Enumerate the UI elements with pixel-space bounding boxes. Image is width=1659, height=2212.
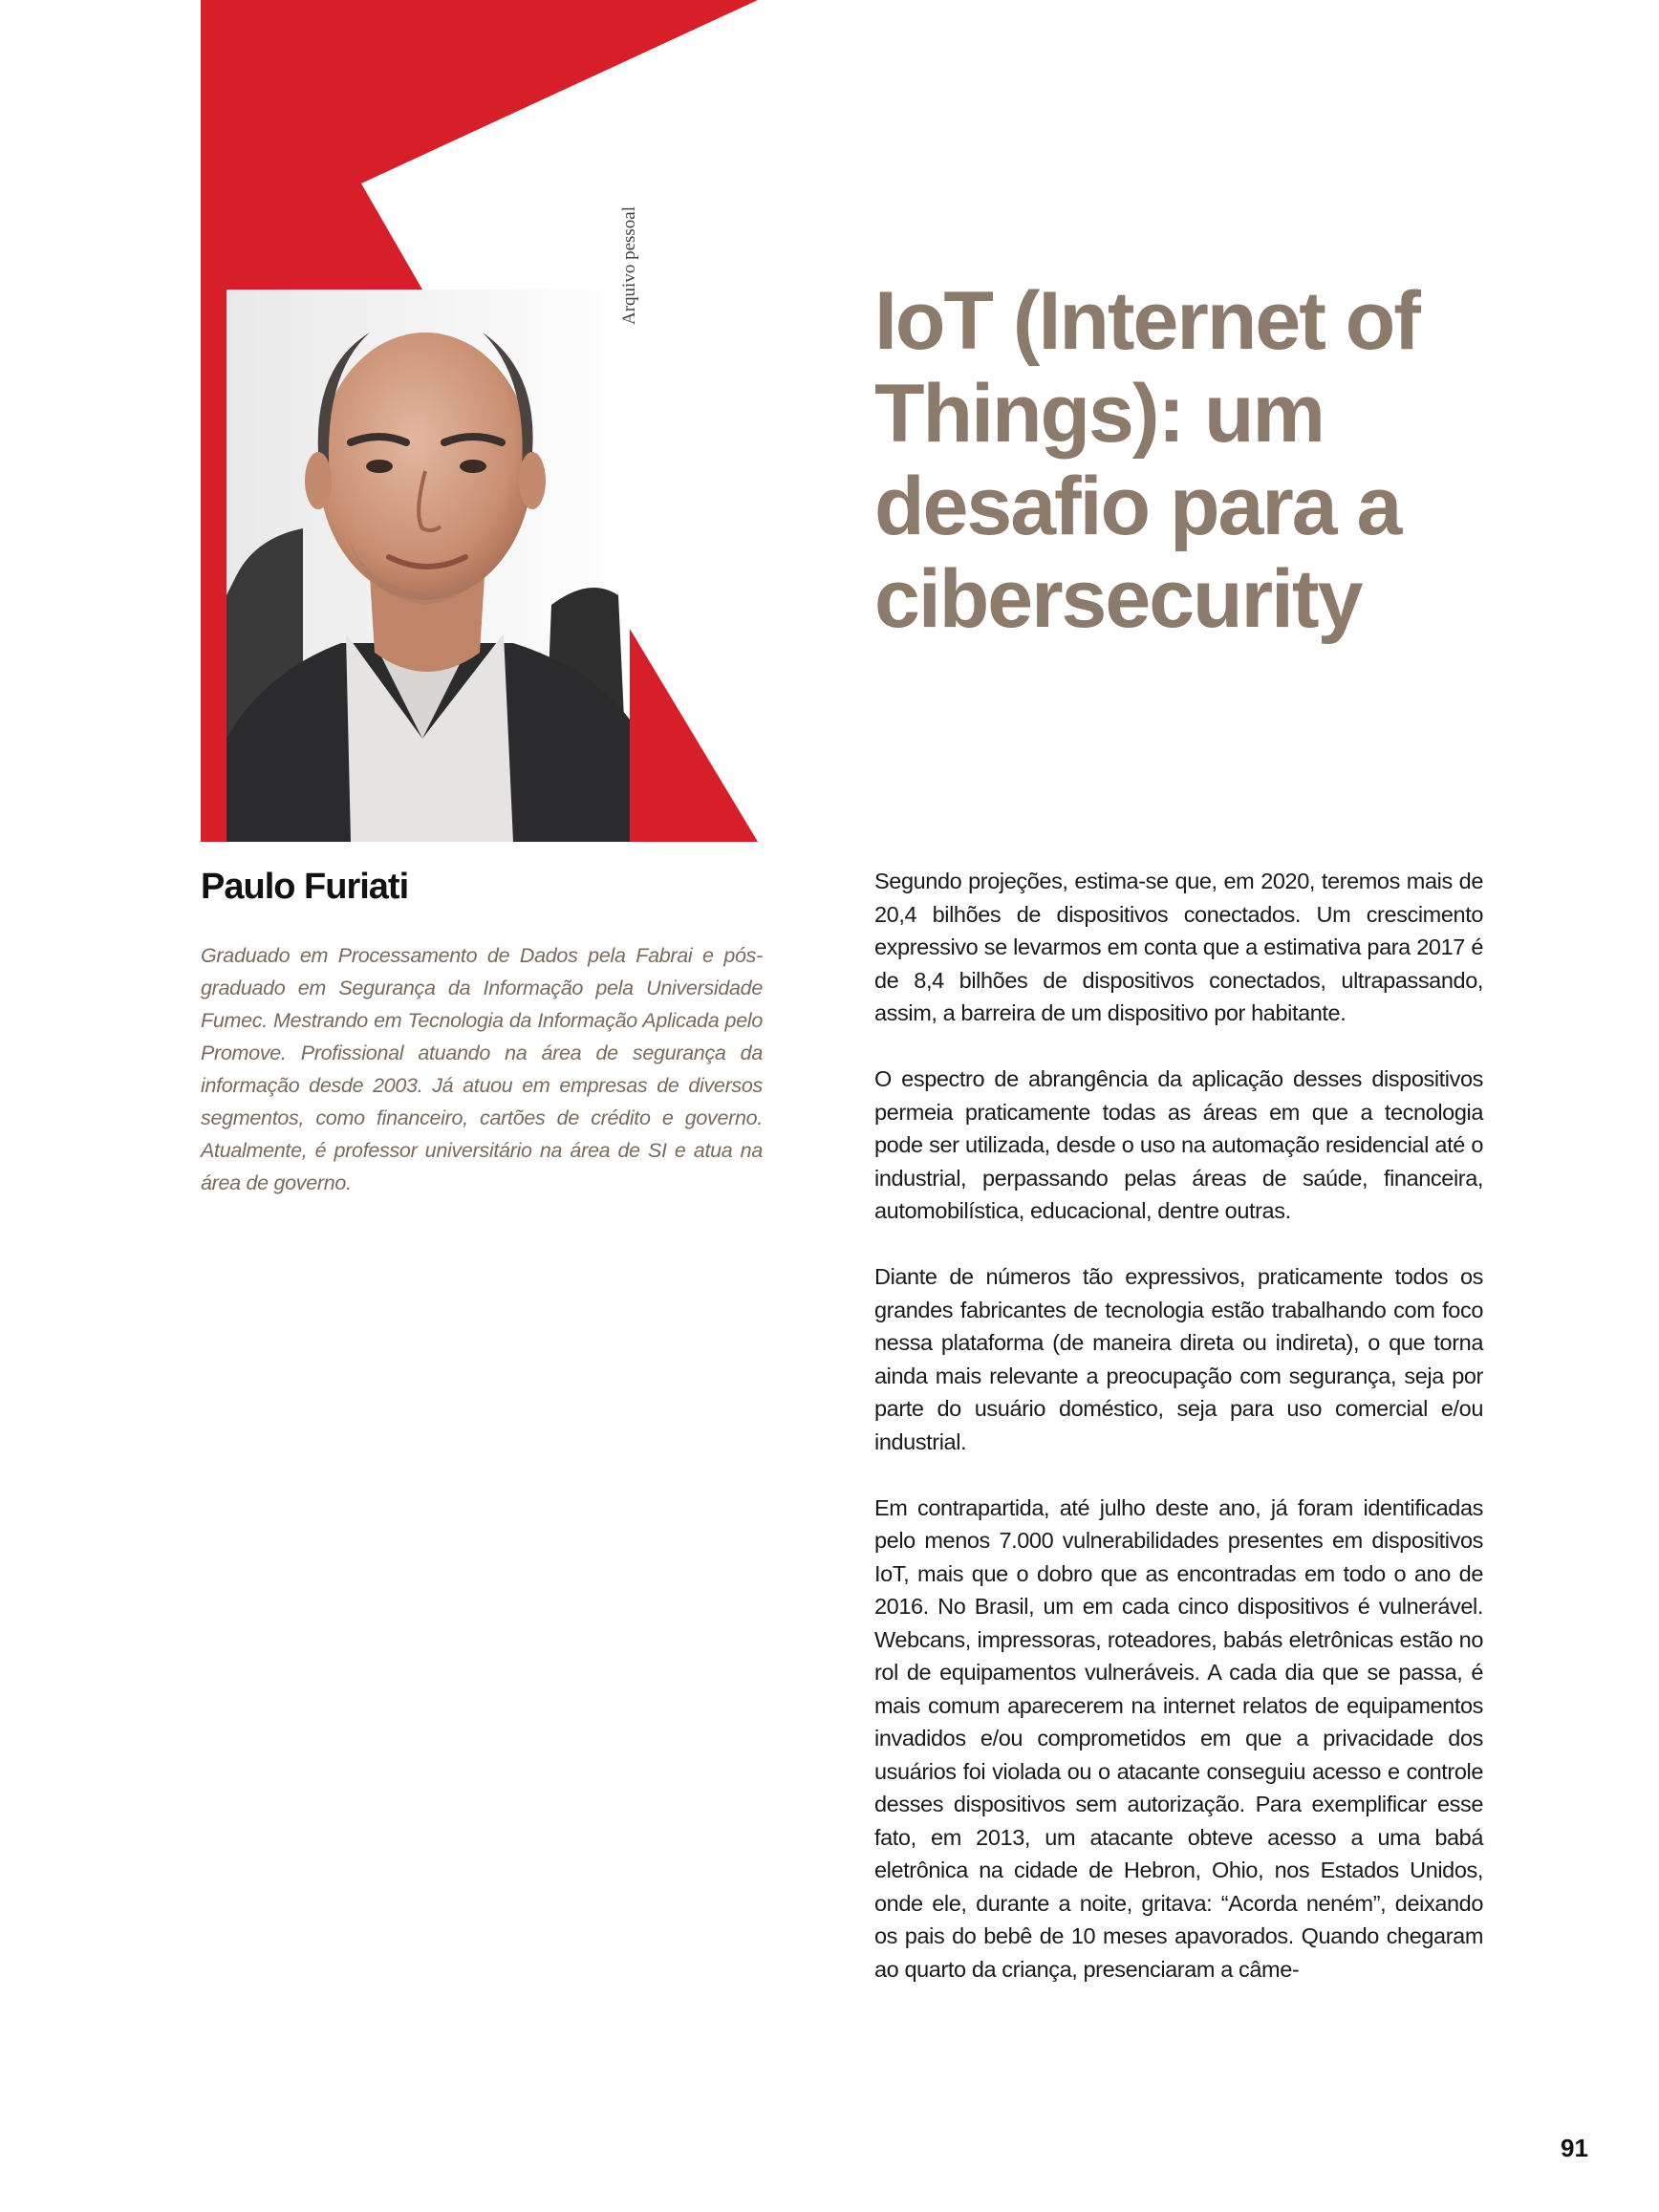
- red-triangle-shape: [630, 629, 758, 842]
- author-name: Paulo Furiati: [201, 867, 409, 907]
- red-banner-shape: [201, 0, 758, 290]
- article-title: IoT (Internet of Things): um desafio para a cibersecurity: [874, 275, 1419, 645]
- article-body: [874, 865, 1483, 2019]
- photo-credit: Arquivo pessoal: [619, 205, 639, 325]
- red-side-bar: [201, 290, 226, 842]
- page-number: 91: [1561, 2134, 1588, 2162]
- paragraph: Em contrapartida, até julho deste ano, já foram identificadas pelo menos 7.000 vulnerabilidades presentes em dispositivos IoT, mais que o dobro que as encontradas em todo o ano de 2016. No Brasil, um em cada cinco dispositivos é vulnerável. Webcans, impressoras, roteadores, babás eletrônicas estão no rol de equipamentos vulneráveis. A cada dia que se passa, é mais comum aparecerem na internet relatos de equipamentos invadidos e/ou comprometidos em que a privacidade dos usuários foi violada ou o atacante conseguiu acesso e controle desses dispositivos sem autorização. Para exemplificar esse fato, em 2013, um atacante obteve acesso a uma babá eletrônica na cidade de Hebron, Ohio, nos Estados Unidos, onde ele, durante a noite, gritava: “Acorda neném”, deixando os pais do bebê de 10 meses apavorados. Quando chegaram ao quarto da criança, presenciaram a câme-: [874, 1494, 1483, 1982]
- portrait-photo-icon: [226, 290, 630, 842]
- paragraph: Segundo projeções, estima-se que, em 2020, teremos mais de 20,4 bilhões de dispositivos conectados. Um crescimento expressivo se levarmos em conta que a estimativa para 2017 é de 8,4 bilhões de dispositivos conectados, ultrapassando, assim, a barreira de um dispositivo por habitante.: [874, 869, 1483, 1025]
- paragraph: O espectro de abrangência da aplicação desses dispositivos permeia praticamente todas as áreas em que a tecnologia pode ser utilizada, desde o uso na automação residencial até o industrial, perpassando pelas áreas de saúde, financeira, automobilística, educacional, dentre outras.: [874, 1066, 1483, 1223]
- author-photo: [226, 290, 630, 842]
- paragraph: Diante de números tão expressivos, praticamente todos os grandes fabricantes de tecnologia estão trabalhando com foco nessa plataforma (de maneira direta ou indireta), o que torna ainda mais relevante a preocupação com segurança, seja por parte do usuário doméstico, seja para uso comercial e/ou industrial.: [874, 1264, 1483, 1454]
- author-bio: Graduado em Processamento de Dados pela Fabrai e pós-graduado em Segurança da Informação pela Universidade Fumec. Mestrando em Tecnologia da Informação Aplicada pelo Promove. Profissional atuando na área de segurança da informação desde 2003. Já atuou em empresas de diversos segmentos, como financeiro, cartões de crédito e governo. Atualmente, é professor universitário na área de SI e atua na área de governo.: [201, 944, 763, 1194]
